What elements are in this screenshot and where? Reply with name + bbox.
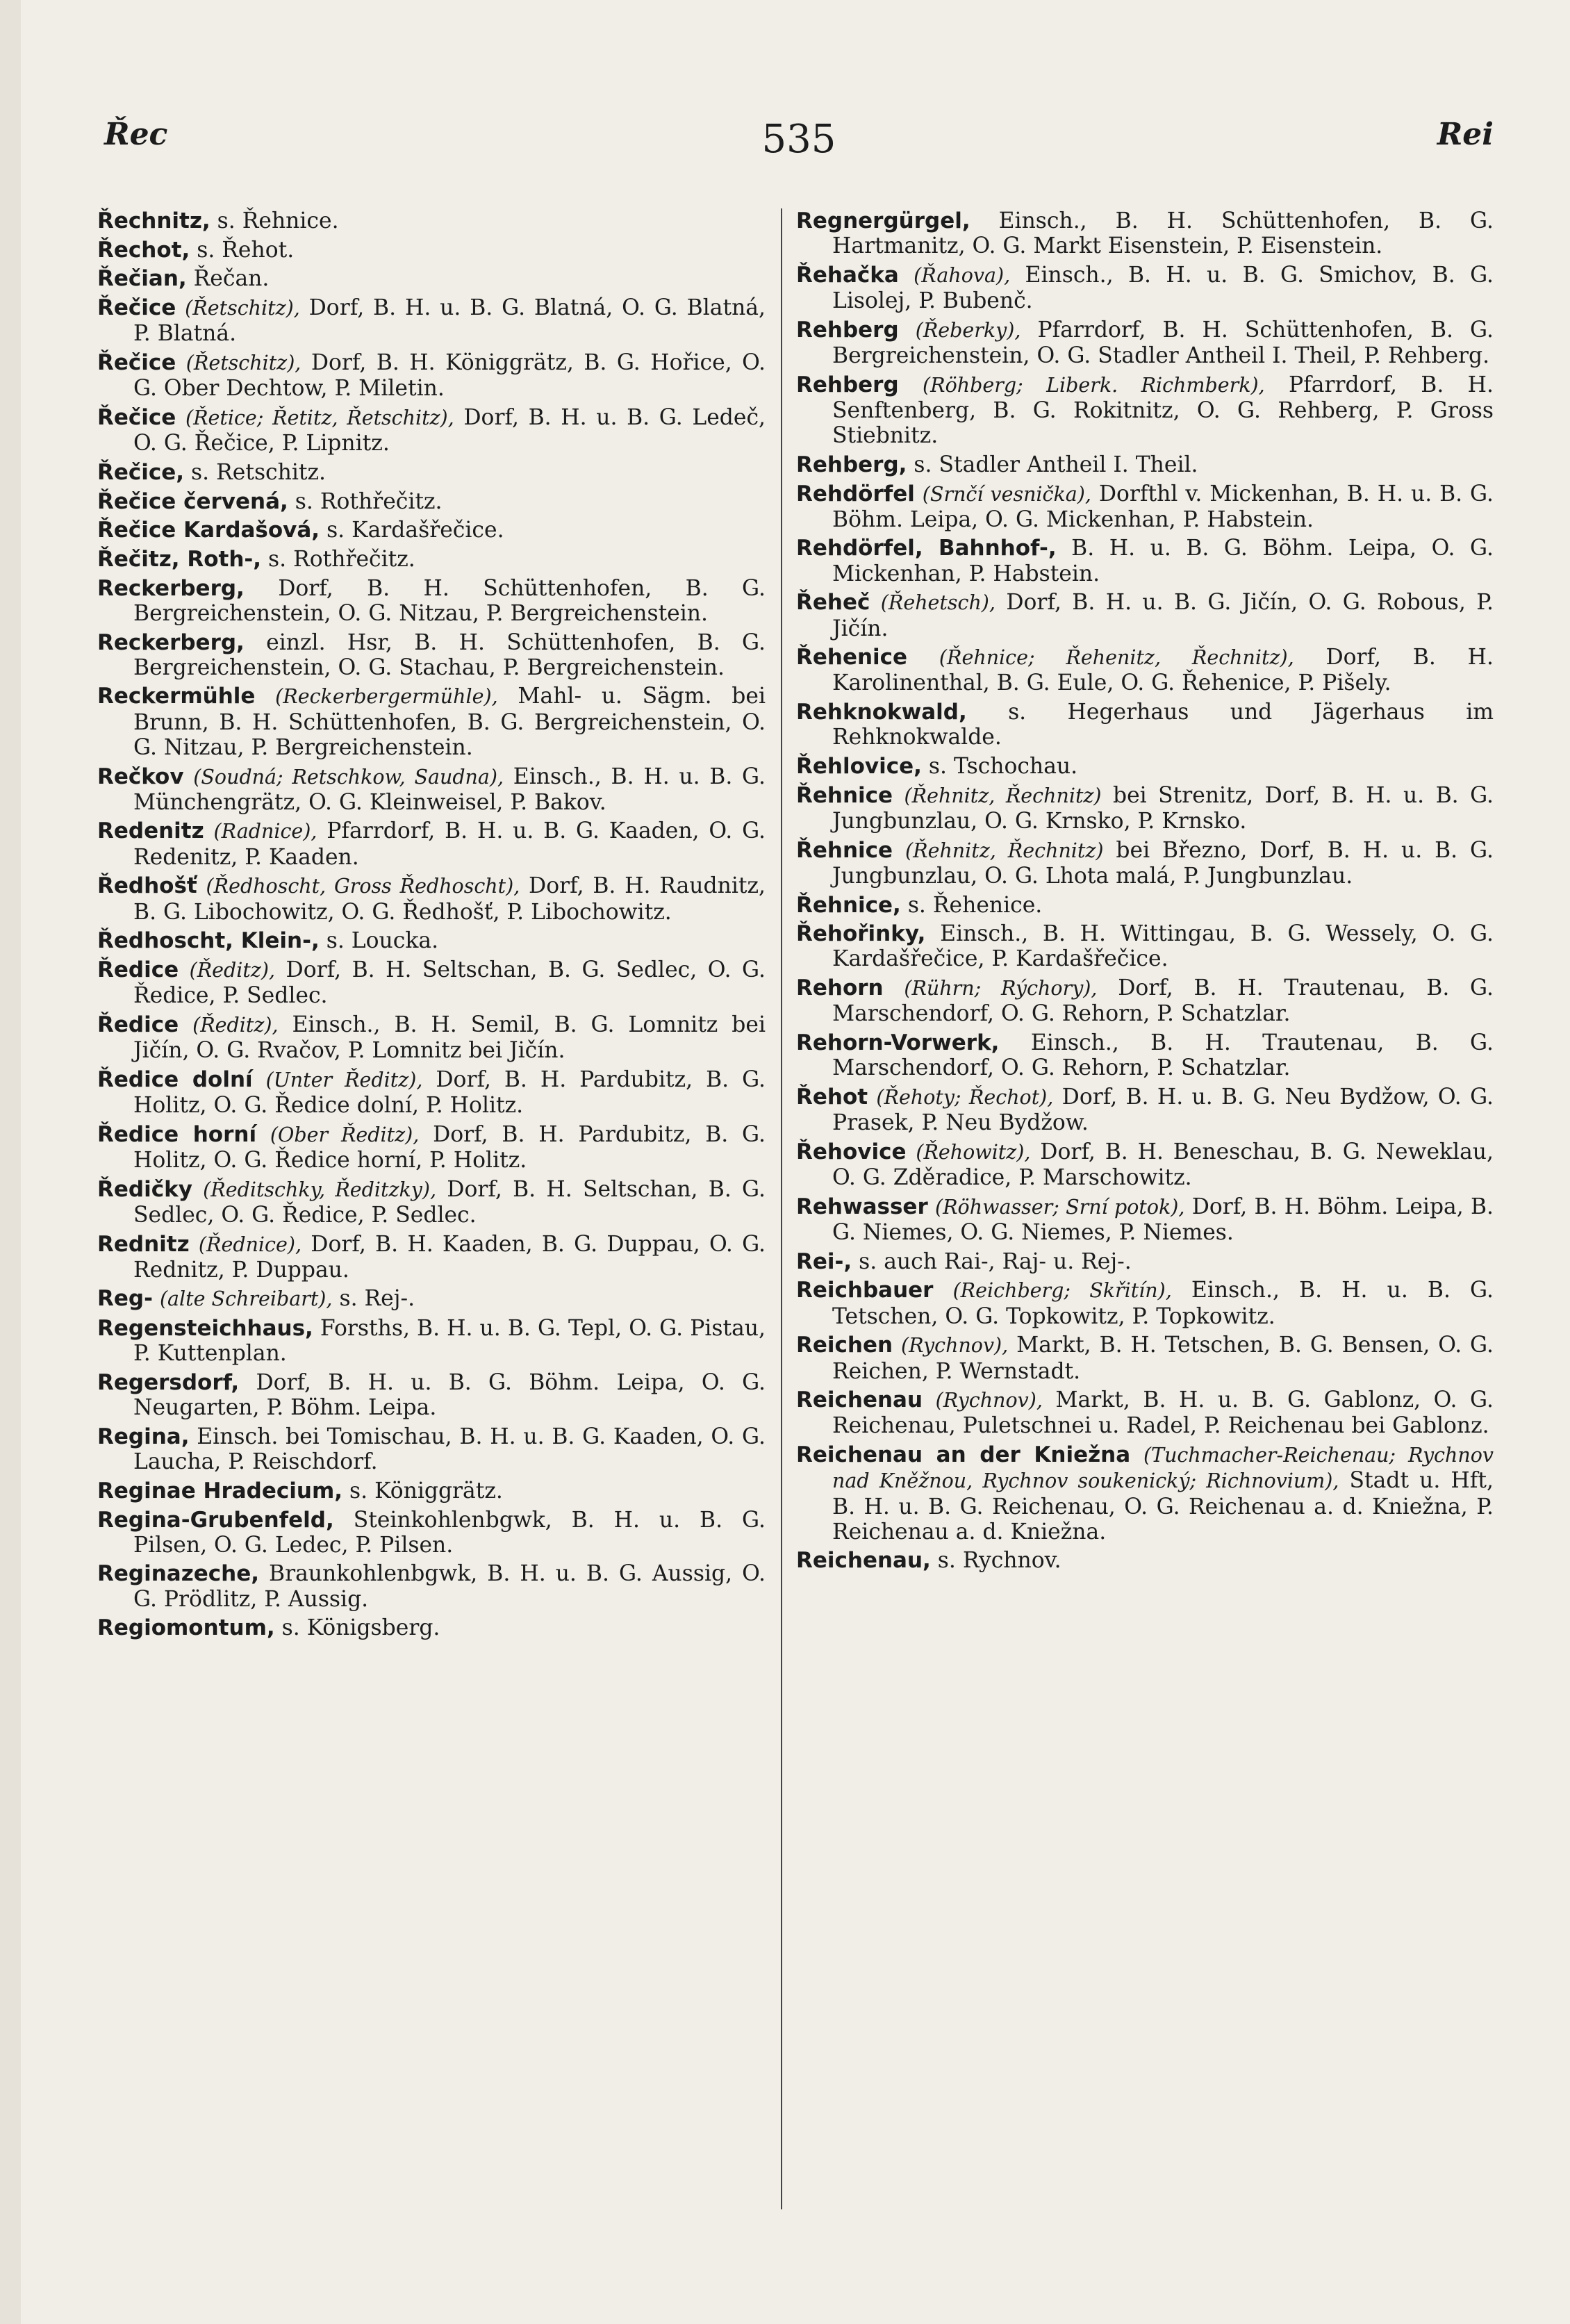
entry-headword: Rehknokwald, xyxy=(796,700,967,725)
entry-headword: Rečkov xyxy=(97,764,184,789)
entry-headword: Řečice, xyxy=(97,459,185,485)
gazetteer-entry xyxy=(97,1122,766,1173)
entry-headword: Rednitz xyxy=(97,1231,190,1257)
entry-alternate-names: (Řetice; Řetitz, Řetschitz), xyxy=(185,406,454,429)
entry-description: Dorf, B. H. Schüttenhofen, B. G. Bergreichenstein, O. G. Nitzau, P. Bergreichenstein. xyxy=(133,575,766,626)
entry-description: Markt, B. H. u. B. G. Gablonz, O. G. Reichenau, Puletschnei u. Radel, P. Reichenau bei Gablonz. xyxy=(832,1387,1494,1439)
entry-description: Dorf, B. H. Beneschau, B. G. Neweklau, O. G. Zděradice, P. Marschowitz. xyxy=(832,1139,1494,1191)
entry-description: s. Rej-. xyxy=(332,1286,415,1312)
entry-description: Dorf, B. H. u. B. G. Jičín, O. G. Robous, P. Jičín. xyxy=(832,590,1494,641)
entry-headword: Řečice červená, xyxy=(97,488,288,514)
entry-alternate-names: (Unter Ředitz), xyxy=(265,1068,423,1091)
gazetteer-entry xyxy=(97,208,766,233)
entry-description: Einsch., B. H. u. B. G. Münchengrätz, O. G. Kleinweisel, P. Bakov. xyxy=(133,764,766,815)
entry-alternate-names: (Soudná; Retschkow, Saudna), xyxy=(193,765,504,789)
gazetteer-entry xyxy=(796,1139,1494,1190)
right-column xyxy=(796,208,1494,1577)
gazetteer-entry xyxy=(97,266,766,291)
gazetteer-entry xyxy=(97,957,766,1008)
gazetteer-entry xyxy=(97,238,766,263)
gazetteer-entry xyxy=(796,645,1494,695)
entry-description: Dorf, B. H. u. B. G. Neu Bydžow, O. G. Prasek, P. Neu Bydžow. xyxy=(832,1085,1494,1136)
entry-headword: Řehlovice, xyxy=(796,754,922,780)
entry-alternate-names: (Rychnov), xyxy=(900,1334,1009,1358)
gazetteer-entry xyxy=(97,1508,766,1558)
entry-description: B. H. u. B. G. Böhm. Leipa, O. G. Mickenhan, P. Habstein. xyxy=(832,536,1494,586)
entry-headword: Ředice xyxy=(97,1012,179,1037)
entry-description: Pfarrdorf, B. H. Senftenberg, B. G. Rokitnitz, O. G. Rehberg, P. Gross Stiebnitz. xyxy=(832,372,1494,449)
entry-description: Einsch., B. H. u. B. G. Tetschen, O. G. Topkowitz, P. Topkowitz. xyxy=(832,1278,1494,1329)
entry-description: Dorf, B. H. Trautenau, B. G. Marschendorf, O. G. Rehorn, P. Schatzlar. xyxy=(832,975,1494,1027)
page-number: 535 xyxy=(761,117,836,162)
entry-headword: Řečian, xyxy=(97,266,187,292)
gazetteer-entry xyxy=(97,928,766,953)
column-divider xyxy=(781,208,782,2209)
entry-description: Einsch., B. H. u. B. G. Smichov, B. G. Lisolej, P. Bubenč. xyxy=(832,262,1494,314)
entry-alternate-names: (Řednice), xyxy=(198,1233,302,1256)
gazetteer-entry xyxy=(796,318,1494,368)
entry-description: Dorf, B. H. u. B. G. Böhm. Leipa, O. G. Neugarten, P. Böhm. Leipa. xyxy=(133,1370,766,1421)
entry-alternate-names: (Reckerbergermühle), xyxy=(275,685,498,709)
entry-description: Einsch., B. H. Schüttenhofen, B. G. Hartmanitz, O. G. Markt Eisenstein, P. Eisenstein. xyxy=(832,208,1494,259)
entry-headword: Reginae Hradecium, xyxy=(97,1478,343,1503)
entry-headword: Řehot xyxy=(796,1085,868,1110)
entry-description: Forsths, B. H. u. B. G. Tepl, O. G. Pistau, P. Kuttenplan. xyxy=(133,1316,766,1367)
entry-headword: Regensteichhaus, xyxy=(97,1316,313,1342)
gazetteer-entry xyxy=(97,1232,766,1283)
entry-headword: Rehberg xyxy=(796,317,899,343)
gazetteer-entry xyxy=(796,783,1494,834)
gazetteer-entry xyxy=(97,1561,766,1611)
gazetteer-entry xyxy=(97,1615,766,1640)
entry-description: s. Königsberg. xyxy=(274,1615,440,1641)
entry-headword: Reginazeche, xyxy=(97,1561,260,1587)
gazetteer-entry xyxy=(97,1316,766,1366)
entry-headword: Reichenau an der Kniežna xyxy=(796,1442,1131,1468)
entry-description: s. Hegerhaus und Jägerhaus im Rehknokwalde. xyxy=(832,700,1494,750)
entry-alternate-names: (Řetschitz), xyxy=(185,297,300,320)
entry-alternate-names: (Řehoty; Řechot), xyxy=(876,1086,1054,1109)
entry-alternate-names: (Řehnice; Řehenitz, Řechnitz), xyxy=(939,646,1294,670)
gazetteer-entry xyxy=(796,452,1494,477)
entry-headword: Reichenau, xyxy=(796,1548,931,1574)
entry-headword: Rehberg xyxy=(796,372,899,397)
page-edge xyxy=(0,0,21,2324)
gazetteer-entry xyxy=(796,1085,1494,1135)
gazetteer-entry xyxy=(796,1387,1494,1438)
entry-headword: Reichen xyxy=(796,1333,893,1358)
entry-description: Pfarrdorf, B. H. u. B. G. Kaaden, O. G. Redenitz, P. Kaaden. xyxy=(133,818,766,870)
entry-description: Dorf, B. H. Böhm. Leipa, B. G. Niemes, O. G. Niemes, P. Niemes. xyxy=(832,1194,1494,1246)
entry-description: Dorf, B. H. Karolinenthal, B. G. Eule, O. G. Řehenice, P. Pišely. xyxy=(832,645,1494,696)
entry-description: Dorf, B. H. u. B. G. Blatná, O. G. Blatná, P. Blatná. xyxy=(133,295,766,347)
entry-headword: Reichbauer xyxy=(796,1278,934,1303)
entry-description: Dorf, B. H. Pardubitz, B. G. Holitz, O. G. Ředice dolní, P. Holitz. xyxy=(133,1066,766,1118)
gazetteer-entry xyxy=(97,576,766,626)
entry-headword: Řeheč xyxy=(796,590,870,616)
entry-alternate-names: (Ředitz), xyxy=(189,958,276,982)
gazetteer-entry xyxy=(796,1249,1494,1274)
gazetteer-entry xyxy=(796,975,1494,1026)
entry-alternate-names: (Ředitschky, Ředitzky), xyxy=(203,1178,437,1201)
entry-headword: Řechot, xyxy=(97,237,190,263)
entry-headword: Rehorn xyxy=(796,975,884,1001)
entry-description: Einsch., B. H. Semil, B. G. Lomnitz bei Jičín, O. G. Rvačov, P. Lomnitz bei Jičín. xyxy=(133,1012,766,1064)
running-head xyxy=(104,117,1494,172)
gazetteer-entry xyxy=(796,1333,1494,1383)
gazetteer-entry xyxy=(97,1286,766,1312)
gazetteer-entry xyxy=(97,547,766,572)
entry-description: Einsch. bei Tomischau, B. H. u. B. G. Kaaden, O. G. Laucha, P. Reischdorf. xyxy=(133,1424,766,1475)
entry-description: Dorf, B. H. Seltschan, B. G. Sedlec, O. G. Ředice, P. Sedlec. xyxy=(133,957,766,1009)
gazetteer-entry xyxy=(796,700,1494,750)
gazetteer-entry xyxy=(97,1177,766,1228)
entry-description: s. Loucka. xyxy=(319,928,439,954)
entry-headword: Řehovice xyxy=(796,1139,907,1164)
entry-alternate-names: (Ředhoscht, Gross Ředhoscht), xyxy=(206,875,520,898)
entry-description: s. Rothřečitz. xyxy=(261,546,415,572)
entry-description: s. Tschochau. xyxy=(921,754,1078,780)
entry-alternate-names: (Řahova), xyxy=(914,263,1011,287)
entry-headword: Řečice xyxy=(97,404,176,430)
entry-alternate-names: (alte Schreibart), xyxy=(159,1287,333,1311)
entry-alternate-names: (Srnčí vesnička), xyxy=(922,482,1091,506)
entry-alternate-names: (Řehnitz, Řechnitz) xyxy=(905,839,1104,862)
gazetteer-entry xyxy=(796,893,1494,918)
gazetteer-entry xyxy=(796,372,1494,449)
entry-headword: Ředice dolní xyxy=(97,1066,253,1092)
entry-description: bei Strenitz, Dorf, B. H. u. B. G. Jungbunzlau, O. G. Krnsko, P. Krnsko. xyxy=(832,782,1494,834)
gazetteer-entry xyxy=(796,754,1494,779)
entry-description: s. Kardašřečice. xyxy=(320,518,504,543)
entry-description: Stadt u. Hft, B. H. u. B. G. Reichenau, O. G. Reichenau a. d. Kniežna, P. Reichenau a. d. Kniežna. xyxy=(832,1468,1494,1544)
gazetteer-entry xyxy=(796,921,1494,971)
entry-alternate-names: (Radnice), xyxy=(213,820,317,843)
entry-description: s. Retschitz. xyxy=(184,459,327,485)
entry-headword: Řehnice xyxy=(796,837,893,863)
entry-headword: Reckerberg, xyxy=(97,575,245,601)
gazetteer-entry xyxy=(97,630,766,680)
gazetteer-entry xyxy=(796,263,1494,313)
entry-description: Braunkohlenbgwk, B. H. u. B. G. Aussig, O. G. Prödlitz, P. Aussig. xyxy=(133,1561,766,1612)
entry-headword: Řehořinky, xyxy=(796,921,926,947)
entry-description: s. Řehnice. xyxy=(210,208,339,233)
entry-alternate-names: (Rychnov), xyxy=(935,1389,1043,1412)
entry-headword: Reichenau xyxy=(796,1387,923,1413)
entry-description: Dorf, B. H. u. B. G. Ledeč, O. G. Řečice, P. Lipnitz. xyxy=(133,404,766,456)
entry-description: Řečan. xyxy=(186,266,270,292)
entry-description: Dorf, B. H. Königgrätz, B. G. Hořice, O. G. Ober Dechtow, P. Miletin. xyxy=(133,350,766,402)
entry-headword: Reckerberg, xyxy=(97,629,245,655)
entry-description: Mahl- u. Sägm. bei Brunn, B. H. Schüttenhofen, B. G. Bergreichenstein, O. G. Nitzau, P. Bergreichenstein. xyxy=(133,684,766,760)
entry-headword: Řečice xyxy=(97,350,176,376)
entry-alternate-names: (Ředitz), xyxy=(192,1013,279,1037)
entry-description: Steinkohlenbgwk, B. H. u. B. G. Pilsen, O. G. Ledec, P. Pilsen. xyxy=(133,1507,766,1558)
gazetteer-entry xyxy=(97,350,766,401)
entry-alternate-names: (Řeberky), xyxy=(915,318,1021,342)
entry-headword: Ředhošť xyxy=(97,873,197,899)
gazetteer-entry xyxy=(97,405,766,456)
gazetteer-entry xyxy=(97,684,766,760)
entry-alternate-names: (Řetschitz), xyxy=(185,352,301,375)
entry-headword: Rehberg, xyxy=(796,452,907,477)
gazetteer-entry xyxy=(796,1442,1494,1544)
entry-headword: Ředičky xyxy=(97,1176,192,1202)
gazetteer-entry xyxy=(796,590,1494,641)
entry-headword: Regina-Grubenfeld, xyxy=(97,1507,334,1533)
entry-description: einzl. Hsr, B. H. Schüttenhofen, B. G. Bergreichenstein, O. G. Stachau, P. Bergreichenstein. xyxy=(133,629,766,680)
gazetteer-entry xyxy=(796,1030,1494,1080)
gazetteer-entry xyxy=(97,518,766,543)
entry-headword: Řehačka xyxy=(796,262,899,288)
gazetteer-entry xyxy=(97,764,766,815)
gazetteer-entry xyxy=(97,1478,766,1503)
gazetteer-entry xyxy=(97,1067,766,1118)
entry-description: Markt, B. H. Tetschen, B. G. Bensen, O. G. Reichen, P. Wernstadt. xyxy=(832,1333,1494,1384)
gazetteer-entry xyxy=(796,1194,1494,1245)
entry-description: s. auch Rai-, Raj- u. Rej-. xyxy=(852,1248,1132,1274)
entry-headword: Řečice Kardašová, xyxy=(97,518,320,543)
gazetteer-entry xyxy=(796,838,1494,889)
entry-alternate-names: (Tuchmacher-Reichenau; Rychnov nad Kněžnou, Rychnov soukenický; Richnovium), xyxy=(832,1444,1494,1493)
running-head-right: Rei xyxy=(1437,117,1494,152)
entry-description: Dorf, B. H. Kaaden, B. G. Duppau, O. G. Rednitz, P. Duppau. xyxy=(133,1231,766,1283)
gazetteer-entry xyxy=(796,208,1494,258)
gazetteer-entry xyxy=(97,818,766,869)
entry-description: Einsch., B. H. Wittingau, B. G. Wessely, O. G. Kardašřečice, P. Kardašřečice. xyxy=(832,921,1494,972)
entry-alternate-names: (Rührn; Rýchory), xyxy=(904,977,1098,1000)
gazetteer-entry xyxy=(97,1012,766,1063)
entry-headword: Řehenice xyxy=(796,645,908,670)
entry-alternate-names: (Röhberg; Liberk. Richmberk), xyxy=(923,373,1265,397)
entry-alternate-names: (Řehetsch), xyxy=(880,591,995,615)
entry-headword: Rehdörfel xyxy=(796,481,915,506)
gazetteer-entry xyxy=(796,1548,1494,1573)
running-head-left: Řec xyxy=(104,117,168,152)
entry-description: Pfarrdorf, B. H. Schüttenhofen, B. G. Bergreichenstein, O. G. Stadler Antheil I. Theil, P. Rehberg. xyxy=(832,317,1494,369)
entry-description: bei Březno, Dorf, B. H. u. B. G. Jungbunzlau, O. G. Lhota malá, P. Jungbunzlau. xyxy=(832,837,1494,889)
entry-alternate-names: (Reichberg; Skřitín), xyxy=(952,1279,1172,1303)
gazetteer-entry xyxy=(97,460,766,485)
entry-headword: Regnergürgel, xyxy=(796,208,970,233)
entry-headword: Reg- xyxy=(97,1286,153,1312)
entry-description: s. Řehenice. xyxy=(900,892,1043,918)
entry-headword: Regiomontum, xyxy=(97,1615,275,1641)
gazetteer-entry xyxy=(796,1278,1494,1328)
entry-alternate-names: (Röhwasser; Srní potok), xyxy=(934,1195,1185,1219)
entry-headword: Ředice horní xyxy=(97,1121,257,1147)
left-column xyxy=(97,208,766,1645)
entry-description: Dorf, B. H. Seltschan, B. G. Sedlec, O. G. Ředice, P. Sedlec. xyxy=(133,1176,766,1228)
entry-headword: Rehorn-Vorwerk, xyxy=(796,1030,1000,1056)
entry-headword: Řečitz, Roth-, xyxy=(97,546,262,572)
entry-headword: Řechnitz, xyxy=(97,208,210,233)
gazetteer-entry xyxy=(97,1370,766,1420)
entry-alternate-names: (Řehowitz), xyxy=(916,1140,1031,1164)
entry-headword: Rei-, xyxy=(796,1248,852,1274)
entry-headword: Rehdörfel, Bahnhof-, xyxy=(796,536,1057,561)
gazetteer-entry xyxy=(97,1424,766,1474)
entry-headword: Ředice xyxy=(97,957,179,982)
gazetteer-entry xyxy=(97,873,766,924)
entry-description: s. Königgrätz. xyxy=(342,1478,503,1503)
entry-headword: Ředhoscht, Klein-, xyxy=(97,928,320,954)
entry-description: Dorf, B. H. Pardubitz, B. G. Holitz, O. G. Ředice horní, P. Holitz. xyxy=(133,1121,766,1173)
entry-headword: Regina, xyxy=(97,1424,190,1449)
entry-description: Dorfthl v. Mickenhan, B. H. u. B. G. Böhm. Leipa, O. G. Mickenhan, P. Habstein. xyxy=(832,481,1494,532)
entry-description: s. Stadler Antheil I. Theil. xyxy=(907,452,1198,477)
entry-headword: Řehnice, xyxy=(796,892,901,918)
entry-alternate-names: (Řehnitz, Řechnitz) xyxy=(904,784,1102,807)
entry-description: s. Řehot. xyxy=(190,237,295,263)
gazetteer-entry xyxy=(97,295,766,346)
entry-description: s. Rothřečitz. xyxy=(288,488,443,514)
entry-headword: Řečice xyxy=(97,295,176,321)
gazetteer-entry xyxy=(97,489,766,514)
entry-headword: Řehnice xyxy=(796,782,893,808)
entry-headword: Redenitz xyxy=(97,818,204,844)
gazetteer-entry xyxy=(796,536,1494,586)
entry-headword: Rehwasser xyxy=(796,1194,928,1219)
gazetteer-entry xyxy=(796,481,1494,532)
entry-description: Dorf, B. H. Raudnitz, B. G. Libochowitz, O. G. Ředhošť, P. Libochowitz. xyxy=(133,873,766,925)
entry-description: s. Rychnov. xyxy=(930,1548,1061,1574)
entry-alternate-names: (Ober Ředitz), xyxy=(270,1123,420,1146)
entry-headword: Regersdorf, xyxy=(97,1370,240,1396)
entry-description: Einsch., B. H. Trautenau, B. G. Marschendorf, O. G. Rehorn, P. Schatzlar. xyxy=(832,1030,1494,1081)
entry-headword: Reckermühle xyxy=(97,684,256,709)
